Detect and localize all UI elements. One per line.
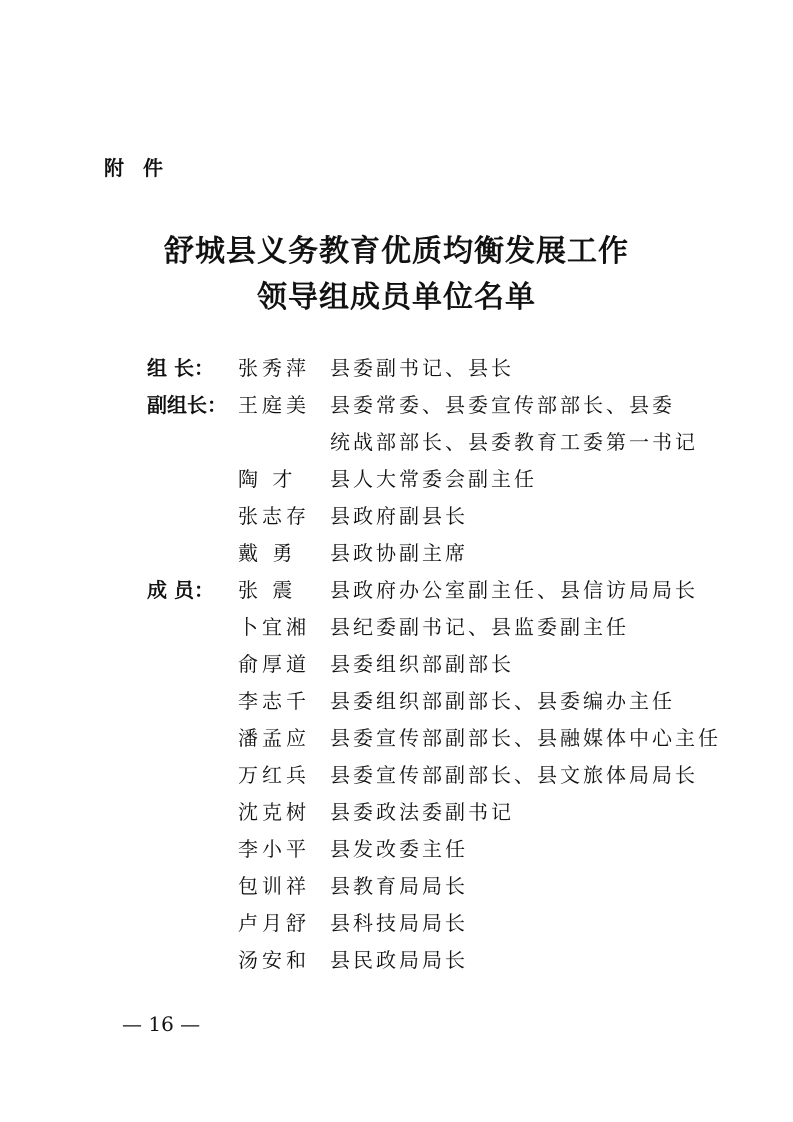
document-title-line-1: 舒城县义务教育优质均衡发展工作 bbox=[164, 234, 629, 269]
member-position: 县委宣传部副部长、县融媒体中心主任 bbox=[330, 726, 721, 750]
member-name: 卢月舒 bbox=[238, 911, 310, 935]
member-position: 县发改委主任 bbox=[330, 837, 468, 861]
attachment-label: 附 件 bbox=[104, 156, 169, 180]
member-position: 县政府副县长 bbox=[330, 504, 468, 528]
member-position: 统战部部长、县委教育工委第一书记 bbox=[330, 430, 698, 454]
member-position: 县委政法委副书记 bbox=[330, 800, 514, 824]
member-name: 王庭美 bbox=[238, 393, 310, 417]
member-position: 县委组织部副部长、县委编办主任 bbox=[330, 689, 675, 713]
member-name: 沈克树 bbox=[238, 800, 310, 824]
member-name: 汤安和 bbox=[238, 948, 310, 972]
role-label: 成 员： bbox=[147, 578, 214, 602]
member-name: 戴 勇 bbox=[238, 541, 297, 565]
member-position: 县政协副主席 bbox=[330, 541, 468, 565]
member-name: 陶 才 bbox=[238, 467, 297, 491]
role-label: 副组长： bbox=[147, 393, 227, 417]
member-name: 俞厚道 bbox=[238, 652, 310, 676]
member-name: 包训祥 bbox=[238, 874, 310, 898]
member-name: 张秀萍 bbox=[238, 356, 310, 380]
member-name: 潘孟应 bbox=[238, 726, 310, 750]
member-name: 张志存 bbox=[238, 504, 310, 528]
member-name: 李志千 bbox=[238, 689, 310, 713]
member-position: 县教育局局长 bbox=[330, 874, 468, 898]
member-name: 李小平 bbox=[238, 837, 310, 861]
document-title-line-2: 领导组成员单位名单 bbox=[257, 280, 536, 315]
member-name: 万红兵 bbox=[238, 763, 310, 787]
member-position: 县人大常委会副主任 bbox=[330, 467, 537, 491]
member-position: 县委组织部副部长 bbox=[330, 652, 514, 676]
member-position: 县政府办公室副主任、县信访局局长 bbox=[330, 578, 698, 602]
member-position: 县民政局局长 bbox=[330, 948, 468, 972]
role-label: 组 长： bbox=[147, 356, 214, 380]
member-name: 张 震 bbox=[238, 578, 297, 602]
page-number: — 16 — bbox=[122, 1012, 201, 1036]
member-position: 县委宣传部副部长、县文旅体局局长 bbox=[330, 763, 698, 787]
member-position: 县纪委副书记、县监委副主任 bbox=[330, 615, 629, 639]
member-position: 县委常委、县委宣传部部长、县委 bbox=[330, 393, 675, 417]
member-name: 卜宜湘 bbox=[238, 615, 310, 639]
member-position: 县委副书记、县长 bbox=[330, 356, 514, 380]
member-position: 县科技局局长 bbox=[330, 911, 468, 935]
